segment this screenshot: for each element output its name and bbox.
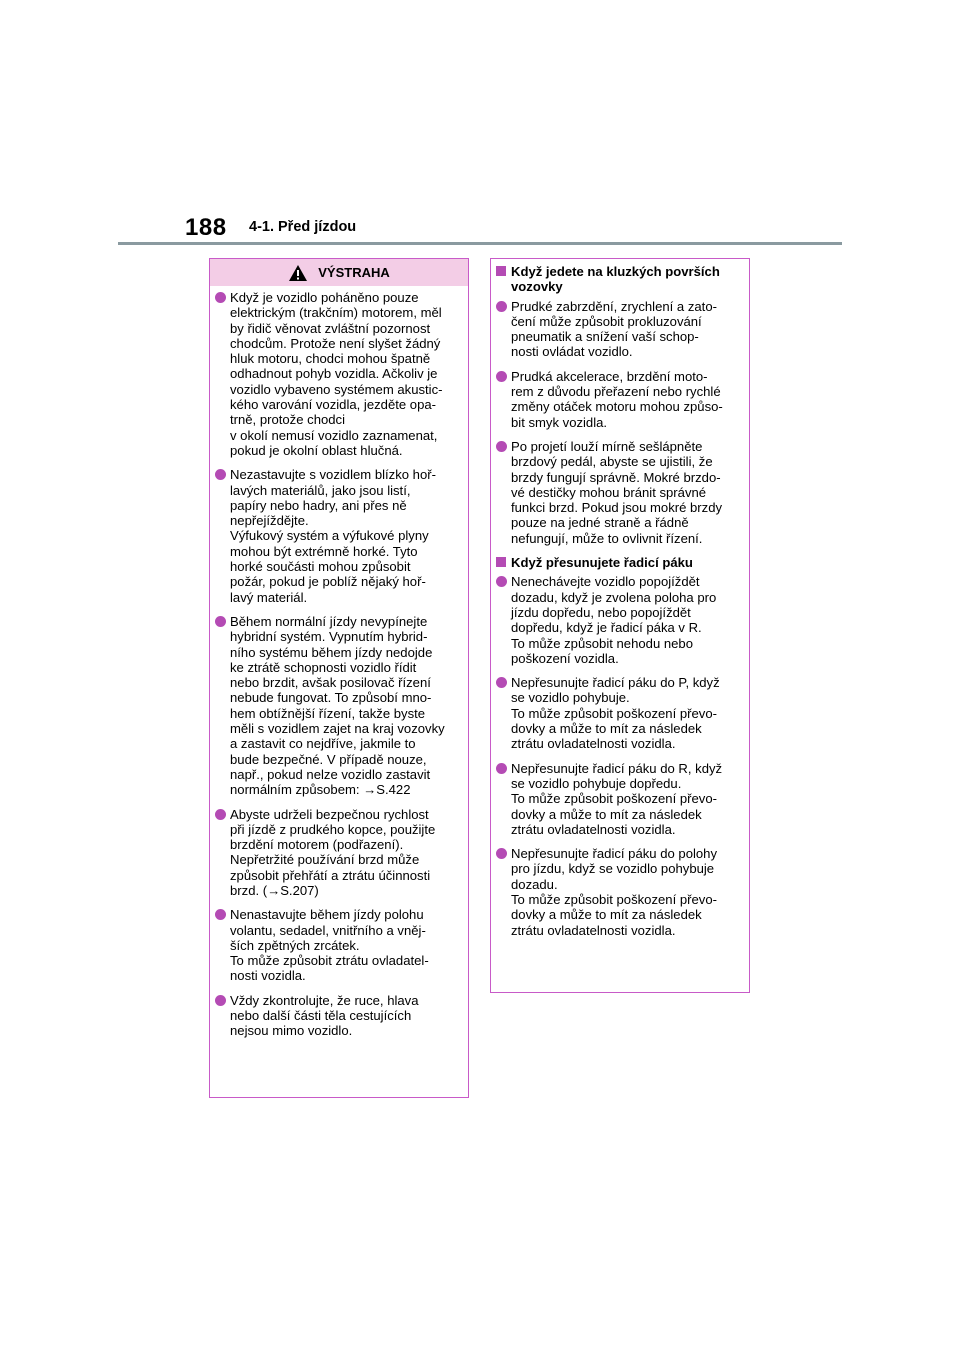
- item-text: Nepřesunujte řadicí páku do P, když se vozidlo pohybuje. To může způsobit poškození převo- dovky a může to mít za následek ztrátu ovladatelnosti vozidla.: [511, 675, 720, 752]
- item-text: Nepřesunujte řadicí páku do polohy pro jízdu, když se vozidlo pohybuje dozadu. To může způsobit poškození převo- dovky a může to mít za následek ztrátu ovladatelnosti vozidla.: [511, 846, 717, 938]
- bullet-icon: [496, 371, 507, 382]
- list-item: [496, 439, 743, 546]
- item-text: Prudká akcelerace, brzdění moto- rem z důvodu přeřazení nebo rychlé změny otáček motoru mohou způso- bit smyk vozidla.: [511, 368, 723, 430]
- bullet-icon: [496, 848, 507, 859]
- warning-item-text: Vždy zkontrolujte, že ruce, hlava nebo další části těla cestujících nejsou mimo vozidlo.: [230, 992, 419, 1039]
- bullet-icon: [215, 995, 226, 1006]
- section-title: 4-1. Před jízdou: [249, 219, 357, 235]
- item-text: Nenechávejte vozidlo popojíždět dozadu, když je zvolena poloha pro jízdu dopředu, nebo popojíždět dopředu, když je řadicí páka v R. To může způsobit nehodu nebo poškození vozidla.: [511, 574, 717, 666]
- warning-header: [210, 259, 468, 286]
- warning-item-text: Když je vozidlo poháněno pouze elektrickým (trakčním) motorem, měl by řidič věnovat zvláštní pozornost chodcům. Protože není slyšet žádný hluk motoru, chodci mohou špatně odhadnout pohyb vozidla. Ačkoliv je vozidlo vybaveno systémem akustic- kého varování vozidla, jezděte opa- trně, protože chodci v okolí nemusí vozidlo zaznamenat, pokud je okolní oblast hlučná.: [230, 290, 443, 458]
- warning-item-text: Během normální jízdy nevypínejte hybridní systém. Vypnutím hybrid- ního systému během jízdy nedojde ke ztrátě schopnosti vozidlo řídit nebo brzdit, avšak posilovač řízení nebude fungovat. To způsobí mno- hem obtížnější řízení, takže byste měli s vozidlem zajet na kraj vozovky a zastavit co nejdříve, jakmile to bude bezpečné. V případě nouze, např., pokud nelze vozidlo zastavit normálním způsobem: →S.422: [230, 613, 445, 798]
- bullet-icon: [215, 809, 226, 820]
- list-item: [496, 299, 743, 360]
- bullet-icon: [215, 909, 226, 920]
- bullet-icon: [496, 576, 507, 587]
- bullet-icon: [496, 677, 507, 688]
- caution-box: [490, 258, 750, 993]
- page-number: 188: [185, 214, 227, 241]
- list-item: [215, 807, 462, 899]
- warning-box: [209, 258, 469, 1098]
- item-text: Prudké zabrzdění, zrychlení a zato- čení může způsobit prokluzování pneumatik a snížení vaší schop- nosti ovládat vozidlo.: [511, 298, 717, 360]
- warning-title: VÝSTRAHA: [318, 265, 390, 280]
- list-item: [215, 993, 462, 1039]
- bullet-icon: [496, 441, 507, 452]
- section-heading: [496, 555, 743, 570]
- heading-text: Když jedete na kluzkých površích vozovky: [511, 264, 720, 295]
- item-text: Po projetí louží mírně sešlápněte brzdový pedál, abyste se ujistili, že brzdy fungují správně. Mokré brzdo- vé destičky mohou bránit správné funkci brzd. Pokud jsou mokré brzdy pouze na jedné straně a řádně nefungují, může to ovlivnit řízení.: [511, 438, 723, 546]
- bullet-icon: [215, 469, 226, 480]
- warning-triangle-icon: [288, 264, 308, 282]
- list-item: [215, 907, 462, 983]
- square-bullet-icon: [496, 557, 506, 567]
- item-text: Nepřesunujte řadicí páku do R, když se vozidlo pohybuje dopředu. To může způsobit poškození převo- dovky a může to mít za následek ztrátu ovladatelnosti vozidla.: [511, 760, 723, 837]
- section-heading: [496, 264, 743, 295]
- list-item: [215, 290, 462, 458]
- bullet-icon: [215, 616, 226, 627]
- warning-item-text: Nezastavujte s vozidlem blízko hoř- lavých materiálů, jako jsou listí, papíry nebo hadry, ani přes ně nepřejíždějte. Výfukový systém a výfukové plyny mohou být extrémně horké. Tyto horké součásti mohou způsobit požár, pokud je poblíž nějaký hoř- lavý materiál.: [230, 467, 436, 605]
- bullet-icon: [496, 301, 507, 312]
- list-item: [496, 761, 743, 837]
- warning-item-text: Abyste udrželi bezpečnou rychlost při jízdě z prudkého kopce, použijte brzdění motorem (podřazení). Nepřetržité používání brzd může způsobit přehřátí a ztrátu účinnosti brzd. (→S.207): [230, 806, 436, 898]
- list-item: [215, 467, 462, 605]
- list-item: [496, 675, 743, 751]
- heading-text: Když přesunujete řadicí páku: [511, 555, 693, 571]
- header-divider: [118, 242, 842, 245]
- list-item: [496, 846, 743, 938]
- list-item: [496, 574, 743, 666]
- list-item: [215, 614, 462, 798]
- bullet-icon: [496, 763, 507, 774]
- bullet-icon: [215, 292, 226, 303]
- list-item: [496, 369, 743, 430]
- warning-item-text: Nenastavujte během jízdy polohu volantu, sedadel, vnitřního a vněj- ších zpětných zrcátek. To může způsobit ztrátu ovladatel- nosti vozidla.: [230, 907, 429, 984]
- square-bullet-icon: [496, 266, 506, 276]
